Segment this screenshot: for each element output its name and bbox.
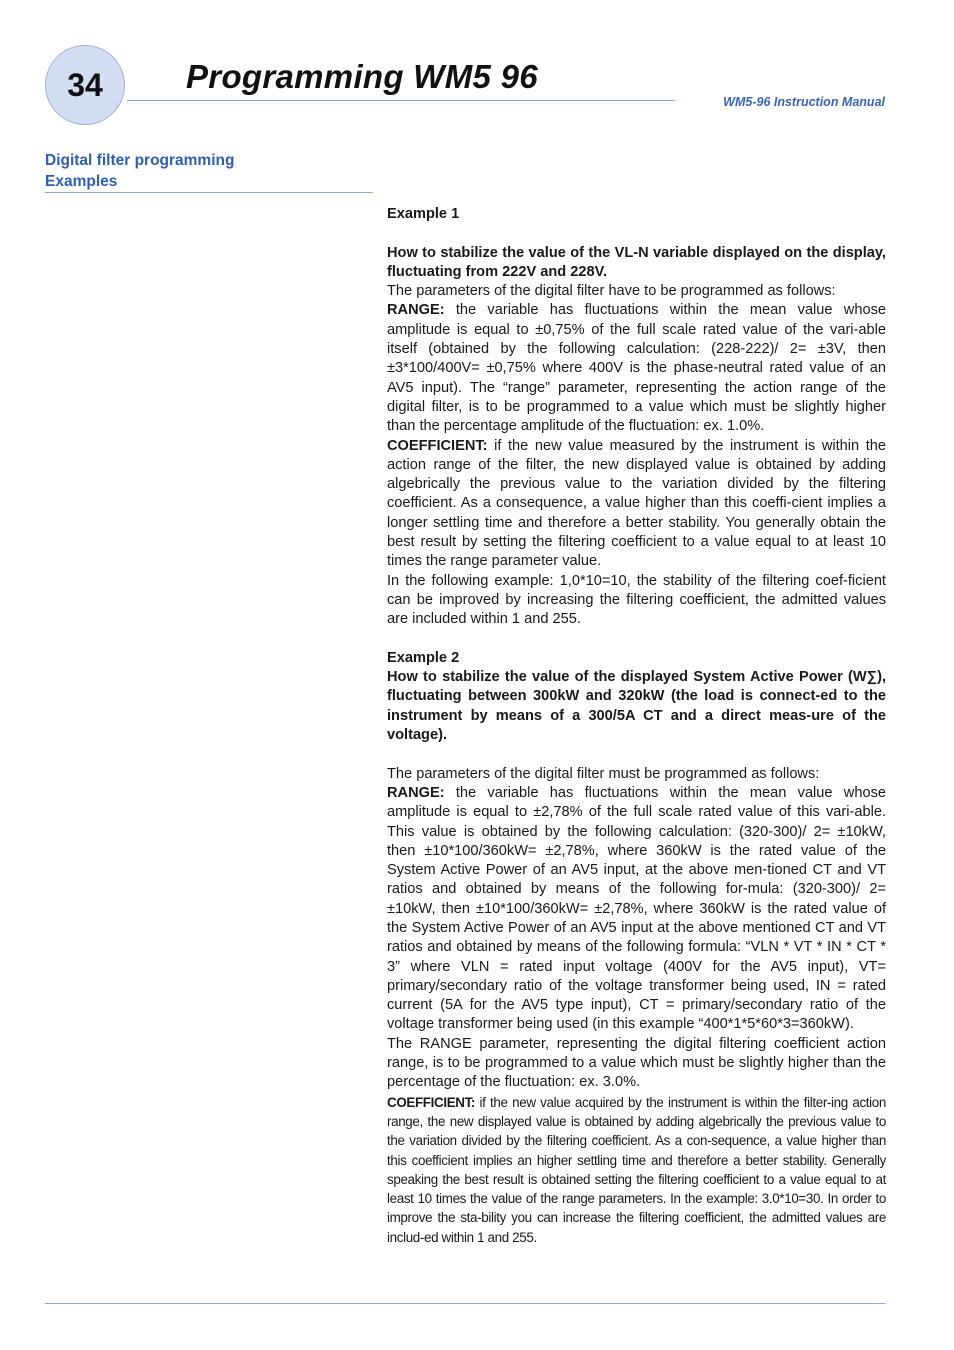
example2-range: RANGE: the variable has fluctuations within the mean value whose amplitude is equal to ±2,78% of the full scale rated value of this vari-able. This value is obtained by the following calculation: (320-300)/ 2= ±10kW, then ±10*100/360kW= ±2,78%, where 360kW is the rated value of the System Active Power of an AV5 input, at the above men-tioned CT and VT ratios and obtained by means of the following for-mula: (320-300)/ 2= ±10kW, then ±10*100/360kW= ±2,78%, where 360kW is the rated value of the System Active Power of an AV5 input at the above mentioned CT and VT ratios and obtained by means of the following formula: “VLN * VT * IN * CT * 3” where VLN = rated input voltage (400V for the AV5 input), VT= primary/secondary ratio of the voltage transformer being used, IN = rated current (5A for the AV5 type input), CT = primary/secondary ratio of the voltage transformer being used (in this example “400*1*5*60*3=360kW).	[387, 784, 886, 1033]
example2-question: How to stabilize the value of the displayed System Active Power (W∑), fluctuating between 300kW and 320kW (the load is connect-ed to the instrument by means of a 300/5A CT and a direct meas-ure of the voltage).	[387, 669, 886, 744]
section-heading-line2: Examples	[45, 173, 118, 190]
section-heading	[45, 150, 234, 192]
example2-range-param: The RANGE parameter, representing the digital filtering coefficient action range, is to be programmed to a value which must be slightly higher than the percentage of the fluctuation: ex. 3.0%.	[387, 1035, 886, 1091]
header-divider	[127, 100, 675, 101]
example1-label: Example 1	[387, 206, 460, 222]
example2-intro: The parameters of the digital filter must be programmed as follows:	[387, 765, 820, 782]
page-title: Programming WM5 96	[186, 58, 538, 95]
manual-label: WM5-96 Instruction Manual	[723, 95, 885, 109]
footer-divider	[45, 1303, 886, 1304]
example2-label: Example 2	[387, 649, 460, 666]
example1-intro: The parameters of the digital filter have to be programmed as follows:	[387, 283, 836, 300]
section-divider	[45, 192, 373, 193]
section-heading-line1: Digital filter programming	[45, 152, 235, 169]
page-number-badge: 34	[45, 45, 125, 125]
example1-range: RANGE: the variable has fluctuations within the mean value whose amplitude is equal to ±0,75% of the full scale rated value of the vari-able itself (obtained by the following calculation: (228-222)/ 2= ±3V, then ±3*100/400V= ±0,75% where 400V is the phase-neutral rated value of an AV5 input). The “range” parameter, representing the action range of the digital filter, is to be programmed to a value which must be slightly higher than the percentage amplitude of the fluctuation: ex. 1.0%.	[387, 302, 886, 435]
example1-closing: In the following example: 1,0*10=10, the stability of the filtering coef-ficient can be improved by increasing the filtering coefficient, the admitted values are included within 1 and 255.	[387, 572, 886, 628]
body-column	[387, 205, 886, 1247]
example2-coefficient: COEFFICIENT: if the new value acquired by the instrument is within the filter-ing action range, the new displayed value is obtained by adding algebrically the previous value to the variation divided by the filtering coefficient. As a con-sequence, a value higher than this coefficient implies an higher settling time and therefore a better stability. Generally speaking the best result is obtained setting the filtering coefficient to a value equal to at least 10 times the value of the range parameters. In the example: 3.0*10=30. In order to improve the sta-bility you can increase the filtering coefficient, the admitted values are includ-ed within 1 and 255.	[387, 1094, 886, 1245]
example1-question: How to stabilize the value of the VL-N variable displayed on the display, fluctuating from 222V and 228V.	[387, 244, 886, 280]
example1-coefficient: COEFFICIENT: if the new value measured by the instrument is within the action range of the filter, the new displayed value is obtained by adding algebrically the previous value to the variation divided by the filtering coefficient. As a consequence, a value higher than this coeffi-cient implies a longer settling time and therefore a better stability. You generally obtain the best result by setting the filtering coefficient to a value equal to at least 10 times the range parameter value.	[387, 437, 886, 570]
